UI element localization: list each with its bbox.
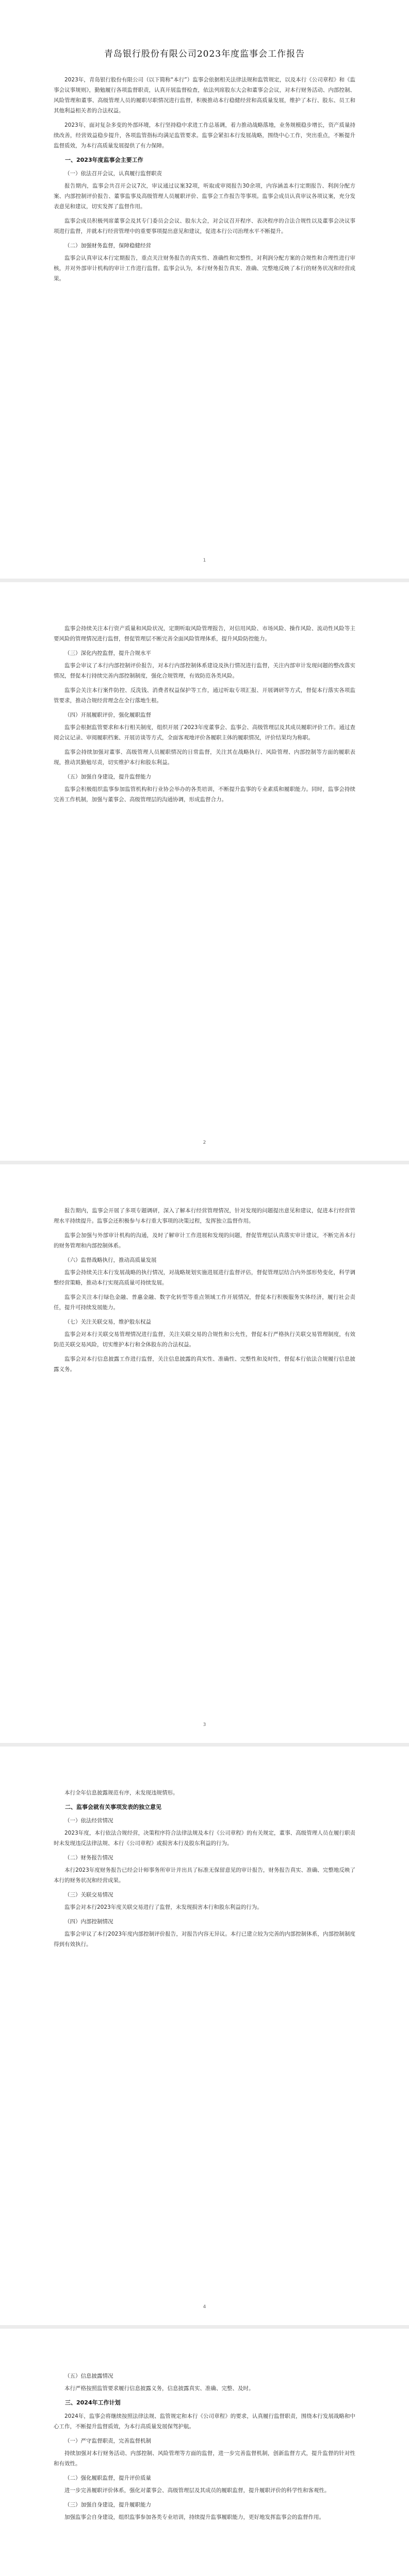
subsection-heading: （三）关联交易情况 [64,1892,113,1898]
section-heading: 二、监事会就有关事项发表的独立意见 [65,1804,161,1810]
subsection-heading: （一）依法召开会议，认真履行监督职责 [64,171,162,177]
paragraph: 本行全年信息披露规范有序，未发现违规情形。 [64,1790,178,1796]
paragraph: 2024年，监事会将继续按照法律法规、监管规定和本行《公司章程》的要求，认真履行监督职责，围绕本行发展战略和中心工作，不断提升监督质效，为本行高质量发展保驾护航。 [54,2413,355,2430]
paragraph: 监事会成员积极列席董事会及其专门委员会会议、股东大会，对会议召开程序、表决程序的合法合规性以及董事会决议事项进行监督，并就本行经营管理中的重要事项提出意见和建议，促进本行公司治理水平不断提升。 [54,218,355,234]
subsection-heading: （三）深化内控监督，提升合规水平 [64,650,151,656]
paragraph: 监事会持续关注本行资产质量和风险状况，定期听取风险管理报告，对信用风险、市场风险、操作风险、流动性风险等主要风险的管理情况进行监督，督促管理层不断完善全面风险管理体系，提升风险防控能力。 [54,625,355,642]
document-page-1 [0,0,409,579]
document-page-4 [0,1747,409,2325]
document-title: 青岛银行股份有限公司2023年度监事会工作报告 [104,49,305,59]
section-heading: 一、2023年度监事会主要工作 [65,157,143,163]
subsection-heading: （一）严守监督职责，完善监督机制 [64,2438,151,2444]
paragraph: 2023年，面对复杂多变的外部环境，本行坚持稳中求进工作总基调，着力推动战略落地，业务规模稳步增长，资产质量持续改善，经营效益稳步提升，各项监管指标均满足监管要求。监事会紧扣本行发展战略，围绕中心工作，突出重点，不断提升监督质效，为本行高质量发展提供了有力保障。 [54,122,355,149]
paragraph: 监事会审议了本行2023年度内部控制评价报告，对报告内容无异议。本行已建立较为完善的内部控制体系，内部控制制度得到有效执行。 [54,1931,355,1947]
paragraph: 监事会对本行2023年度关联交易进行了监督，未发现损害本行和股东利益的行为。 [64,1904,263,1910]
paragraph: 加强监事会自身建设，组织监事参加各类专业培训，持续提升监事履职能力，更好地发挥监事会的监督作用。 [64,2514,324,2520]
paragraph: 监事会积极组织监事参加监管机构和行业协会举办的各类培训，不断提升监事的专业素质和履职能力。同时，监事会持续完善工作机制，加强与董事会、高级管理层的沟通协调，形成监督合力。 [54,786,355,803]
paragraph: 报告期内，监事会共召开会议7次，审议通过议案32项，听取或审阅报告30余项，内容涵盖本行定期报告、利润分配方案、内部控制评价报告、董事监事及高级管理人员履职评价、监事会工作报告等事项。监事会成员认真审议各项议案，充分发表意见和建议，切实发挥了监督作用。 [54,183,355,210]
paragraph: 监事会持续加强对董事、高级管理人员履职情况的日常监督，关注其在战略执行、风险管理、内部控制等方面的履职表现，推动其勤勉尽责，切实维护本行和股东利益。 [54,749,355,766]
paragraph: 2023年，青岛银行股份有限公司（以下简称“本行”）监事会依据相关法律法规和监管规定，以及本行《公司章程》和《监事会议事规则》，勤勉履行各项监督职责，认真开展监督检查，依法列席股东大会和董事会会议，对本行财务活动、内部控制、风险管理和董事、高级管理人员的履职尽职情况进行监督，积极推动本行稳健经营和高质量发展，维护了本行、股东、员工和其他利益相关者的合法权益。 [54,77,355,114]
page-number: 2 [203,1140,206,1145]
paragraph: 2023年度，本行依法合规经营，决策程序符合法律法规及本行《公司章程》的有关规定，董事、高级管理人员在履行职责时未发现违反法律法规、本行《公司章程》或损害本行及股东利益的行为。 [54,1830,355,1846]
document-page-2 [0,582,409,1161]
subsection-heading: （五）加强自身建设，提升监督能力 [64,774,151,780]
page-number: 3 [203,1722,206,1727]
paragraph: 报告期内，监事会开展了多项专题调研，深入了解本行经营管理情况，针对发现的问题提出意见和建议，促进本行经营管理水平持续提升。监事会还积极参与本行重大事项的决策过程，发挥独立监督作用。 [54,1208,355,1224]
section-heading: 三、2024年工作计划 [65,2399,121,2406]
paragraph: 监事会关注本行绿色金融、普惠金融、数字化转型等重点领域工作开展情况，督促本行积极服务实体经济，履行社会责任，提升可持续发展能力。 [54,1294,355,1311]
paragraph: 监事会关注本行案件防控、反洗钱、消费者权益保护等工作，通过听取专项汇报、开展调研等方式，督促本行落实各项监管要求，推动合规经营理念在全行落地生根。 [54,687,355,704]
paragraph: 持续加强对本行财务活动、内部控制、风险管理等方面的监督，进一步完善监督机制，创新监督方式，提升监督的针对性和有效性。 [54,2450,355,2467]
subsection-heading: （四）内部控制情况 [64,1919,113,1925]
page-number: 4 [203,2304,206,2310]
document-page-5 [0,2329,409,2576]
subsection-heading: （二）加强财务监督，保障稳健经营 [64,243,151,249]
subsection-heading: （三）加强自身建设，提升履职能力 [64,2502,151,2508]
paragraph: 监事会审议了本行内部控制评价报告，对本行内部控制体系建设及执行情况进行监督，关注内部审计发现问题的整改落实情况，督促本行持续完善内部控制制度，强化合规管理，有效防范各类风险。 [54,663,355,679]
subsection-heading: （一）依法经营情况 [64,1818,113,1824]
subsection-heading: （四）开展履职评价，强化履职监督 [64,712,151,718]
paragraph: 监事会根据监管要求和本行相关制度，组织开展了2023年度董事会、监事会、高级管理层及其成员履职评价工作。通过查阅会议记录、审阅履职档案、开展访谈等方式，全面客观地评价各履职主体的履职情况，评价结果均为称职。 [54,724,355,741]
paragraph: 监事会加强与外部审计机构的沟通，及时了解审计工作进展和发现的问题，督促管理层认真落实审计建议，不断完善本行的财务管理和内部控制体系。 [54,1232,355,1249]
subsection-heading: （六）监督战略执行，推动高质量发展 [64,1257,157,1263]
page-number: 1 [203,558,206,563]
paragraph: 监事会对本行关联交易管理情况进行监督，关注关联交易的合规性和公允性，督促本行严格执行关联交易管理制度，有效防范关联交易风险，切实维护本行和全体股东的合法权益。 [54,1331,355,1348]
paragraph: 本行严格按照监管要求履行信息披露义务，信息披露真实、准确、完整、及时。 [64,2385,254,2392]
paragraph: 监事会对本行信息披露工作进行监督，关注信息披露的真实性、准确性、完整性和及时性，督促本行依法合规履行信息披露义务。 [54,1356,355,1372]
paragraph: 本行2023年度财务报告已经会计师事务所审计并出具了标准无保留意见的审计报告，财务报告真实、准确、完整地反映了本行的财务状况和经营成果。 [54,1867,355,1884]
subsection-heading: （五）信息披露情况 [64,2373,113,2379]
paragraph: 监事会持续关注本行发展战略的执行情况，对战略规划实施进展进行监督评估，督促管理层结合内外部形势变化，科学调整经营策略，推动本行实现高质量可持续发展。 [54,1269,355,1286]
paragraph: 监事会认真审议本行定期报告，重点关注财务报告的真实性、准确性和完整性，对利润分配方案的合规性和合理性进行审核，并对外部审计机构的审计工作进行监督。监事会认为，本行财务报告真实、准确、完整地反映了本行的财务状况和经营成果。 [54,255,355,282]
subsection-heading: （二）强化履职监督，提升评价质量 [64,2475,151,2481]
paragraph: 进一步完善履职评价体系，强化对董事会、高级管理层及其成员的履职监督，提升履职评价的科学性和客观性。 [64,2487,330,2494]
document-page-3 [0,1164,409,1743]
subsection-heading: （七）关注关联交易，维护股东权益 [64,1319,151,1325]
subsection-heading: （二）财务报告情况 [64,1855,113,1861]
